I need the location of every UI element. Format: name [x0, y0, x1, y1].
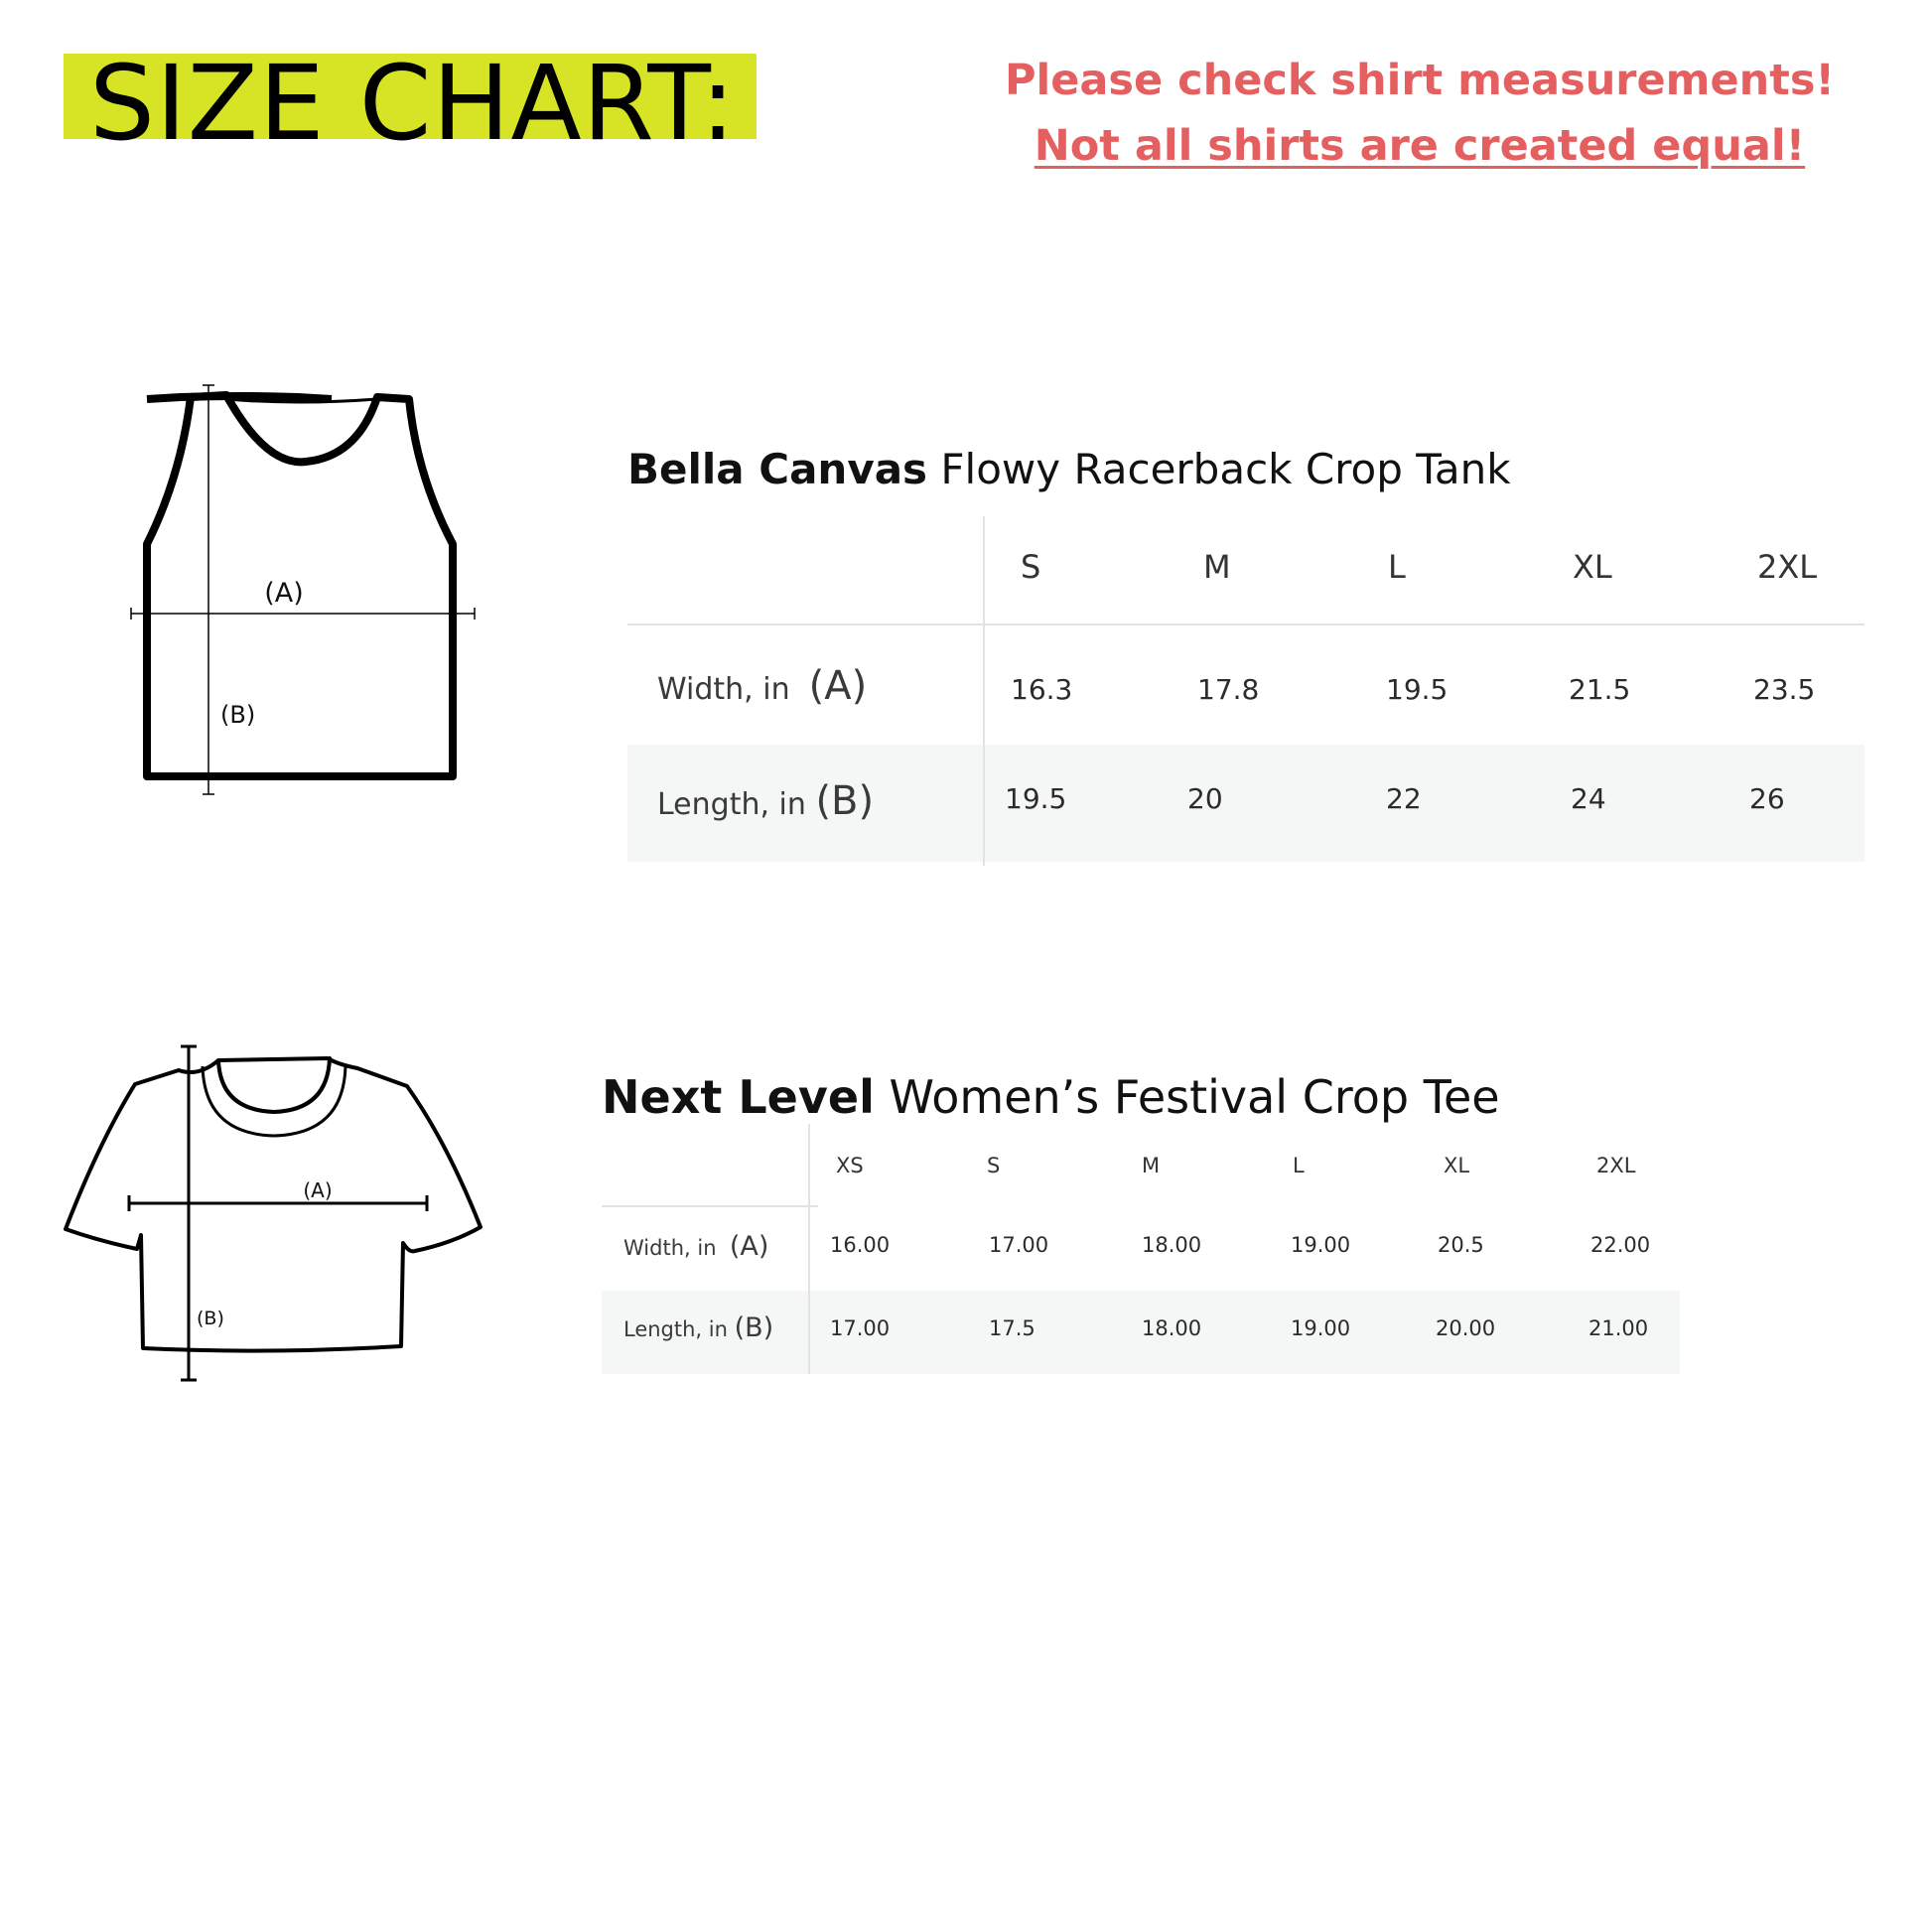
- size-header: M: [1142, 1154, 1161, 1177]
- row-label-length: Length, in (B): [657, 778, 875, 824]
- table-cell: 22: [1386, 782, 1422, 815]
- table-cell: 17.00: [989, 1233, 1049, 1257]
- size-header: XS: [836, 1154, 864, 1177]
- table-cell: 17.5: [989, 1316, 1035, 1340]
- table-cell: 26: [1749, 782, 1785, 815]
- table-cell: 22.00: [1590, 1233, 1651, 1257]
- table-cell: 18.00: [1142, 1233, 1202, 1257]
- size-header: M: [1203, 548, 1231, 586]
- table-cell: 19.00: [1291, 1233, 1351, 1257]
- size-header: XL: [1444, 1154, 1470, 1177]
- tank-section-title: [627, 445, 1511, 493]
- row-label-length: Length, in (B): [623, 1312, 774, 1343]
- tank-label-a: (A): [264, 578, 304, 609]
- tank-diagram: [0, 0, 516, 814]
- table-cell: 21.00: [1588, 1316, 1649, 1340]
- table-cell: 19.00: [1291, 1316, 1351, 1340]
- table-cell: 19.5: [1386, 673, 1449, 706]
- size-header: 2XL: [1757, 548, 1818, 586]
- column-divider: [808, 1124, 810, 1374]
- table-cell: 19.5: [1005, 782, 1067, 815]
- table-cell: 20: [1187, 782, 1223, 815]
- row-label-width: Width, in (A): [623, 1231, 769, 1262]
- column-divider: [983, 516, 985, 866]
- notice-line-1: Please check shirt measurements!: [1004, 56, 1836, 105]
- table-cell: 20.00: [1436, 1316, 1496, 1340]
- header-divider: [602, 1205, 818, 1207]
- table-cell: 20.5: [1438, 1233, 1484, 1257]
- table-cell: 17.8: [1197, 673, 1260, 706]
- size-header: L: [1388, 548, 1406, 586]
- tee-label-a: (A): [303, 1178, 333, 1202]
- tee-product: Women’s Festival Crop Tee: [874, 1070, 1500, 1124]
- size-header: 2XL: [1596, 1154, 1636, 1177]
- table-cell: 16.3: [1011, 673, 1073, 706]
- tee-size-table: [602, 1124, 1680, 1374]
- size-header: S: [1021, 548, 1041, 586]
- crop-tee-outline-icon: [0, 1033, 516, 1390]
- table-cell: 16.00: [830, 1233, 891, 1257]
- table-cell: 24: [1571, 782, 1606, 815]
- tank-brand: Bella Canvas: [627, 445, 928, 493]
- table-cell: 23.5: [1753, 673, 1816, 706]
- tee-label-b: (B): [197, 1308, 224, 1329]
- header-divider: [627, 623, 1864, 625]
- size-header: L: [1293, 1154, 1305, 1177]
- notice-line-2: Not all shirts are created equal!: [1034, 121, 1806, 171]
- page-title: SIZE CHART:: [89, 43, 737, 164]
- table-cell: 18.00: [1142, 1316, 1202, 1340]
- row-label-width: Width, in (A): [657, 663, 868, 709]
- tee-brand: Next Level: [602, 1070, 875, 1124]
- size-header: XL: [1573, 548, 1612, 586]
- measurement-notice: [1003, 48, 1837, 179]
- table-cell: 21.5: [1569, 673, 1631, 706]
- tank-label-b: (B): [220, 701, 256, 729]
- table-cell: 17.00: [830, 1316, 891, 1340]
- tank-product: Flowy Racerback Crop Tank: [927, 445, 1511, 493]
- tee-section-title: [602, 1070, 1500, 1124]
- size-header: S: [987, 1154, 1001, 1177]
- tank-size-table: [627, 516, 1864, 866]
